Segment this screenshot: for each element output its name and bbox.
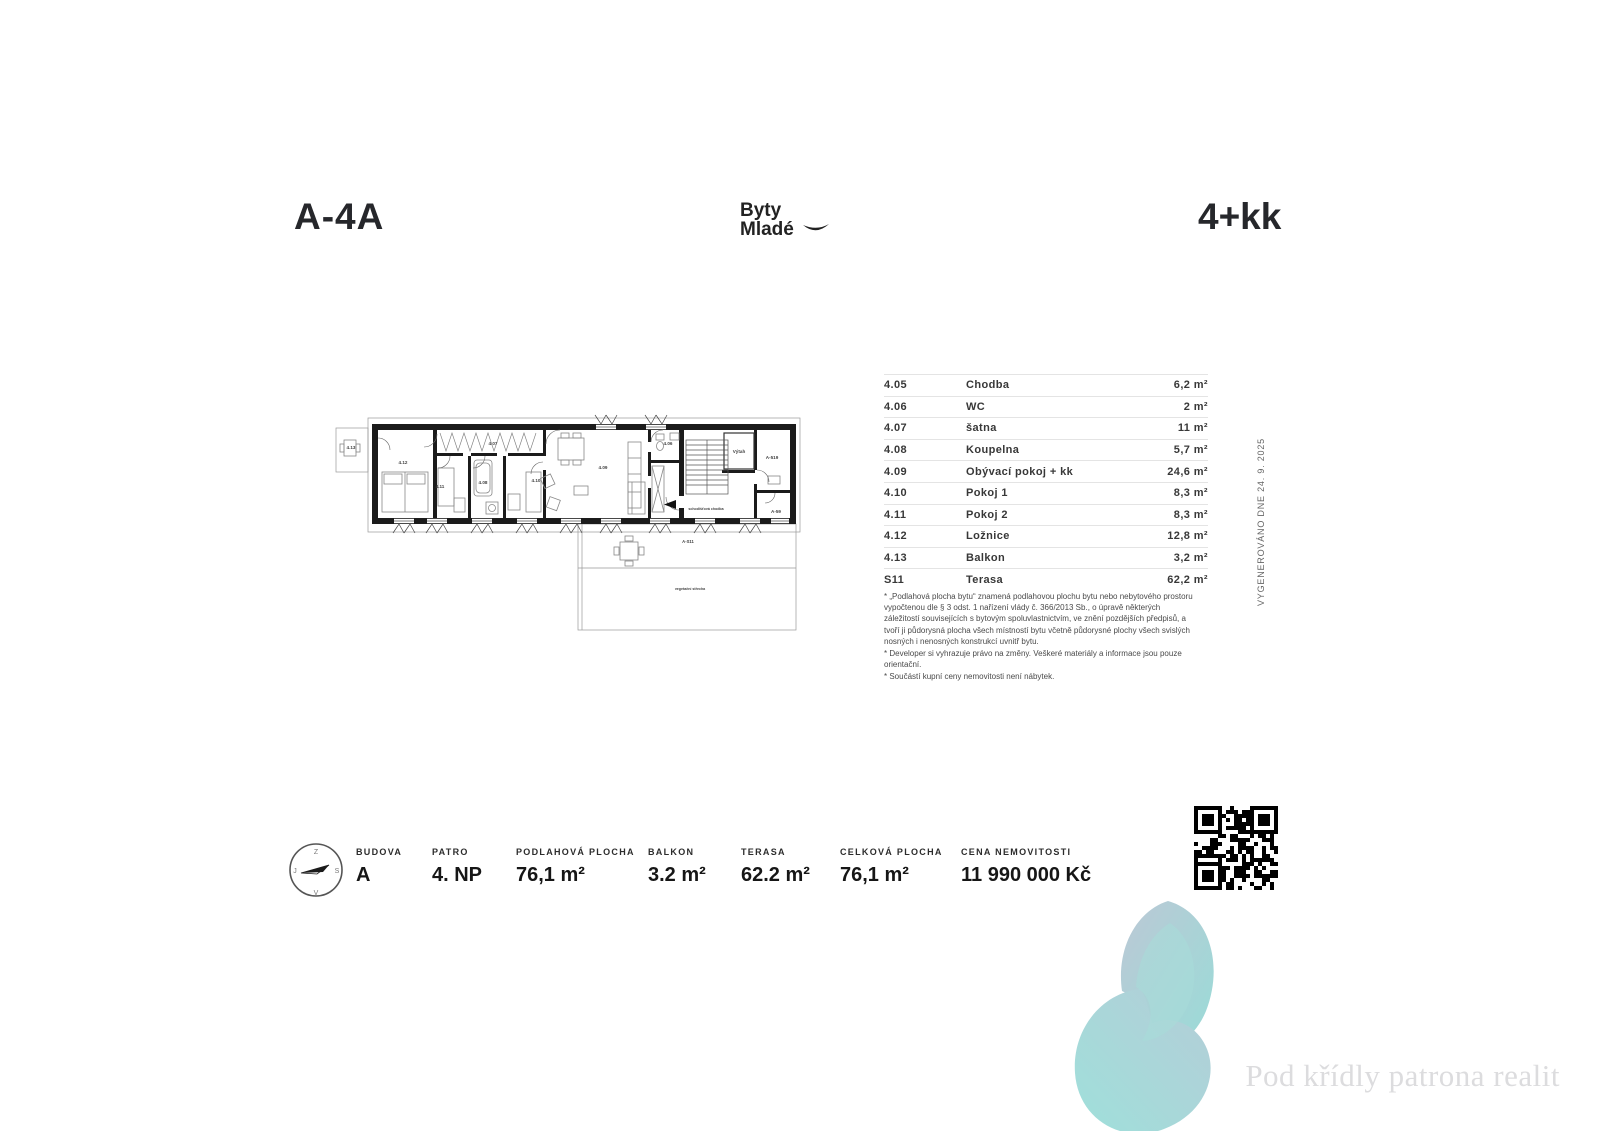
- brand-swoosh-icon: [802, 221, 830, 235]
- furniture: [340, 433, 780, 566]
- page-title-unit-code: A-4A: [294, 196, 385, 237]
- room-area: 6,2 m²: [1173, 379, 1208, 392]
- stat-value: 76,1 m²: [516, 864, 585, 886]
- note-developer: * Developer si vyhrazuje právo na změny. Veškeré materiály a informace jsou pouze orientační.: [884, 648, 1182, 670]
- room-labels: [347, 441, 782, 591]
- room-label-loznice: 4.12: [398, 460, 408, 465]
- room-area: 12,8 m²: [1167, 530, 1208, 543]
- area-table: [884, 374, 1208, 590]
- room-label-spolecna-chodba: schodišťová chodba: [688, 507, 724, 511]
- note-furniture: * Součástí kupní ceny nemovitosti není nábytek.: [884, 672, 1055, 682]
- brand-line2: Mladé: [740, 219, 794, 241]
- stat-value: A: [356, 864, 371, 886]
- room-code: 4.08: [884, 444, 908, 457]
- room-code: 4.13: [884, 552, 908, 565]
- window-gaps: [394, 425, 789, 523]
- note-floor-area: * „Podlahová plocha bytu“ znamená podlahovou plochu bytu nebo nebytového prostoru vypočtenou dle § 3 odst. 1 nařízení vlády č. 366/2013 Sb., o úpravě některých záležitostí souvisejících s bytovým spoluvlastnictvím, ve znění pozdějších předpisů, a tvoří ji půdorysná plocha všech místností bytu včetně půdorysné plochy všech svislých nosných i nenosných konstrukcí uvnitř bytu.: [884, 592, 1193, 646]
- room-name: Pokoj 2: [966, 508, 1008, 521]
- stat-cena-nemovitosti: [961, 847, 1091, 887]
- footer-tagline: Pod křídly patrona realit: [1245, 1058, 1560, 1093]
- table-row: [884, 568, 1208, 590]
- room-code: 4.06: [884, 400, 908, 413]
- generated-date-note: VYGENEROVÁNO DNE 24. 9. 2025: [1256, 438, 1266, 606]
- stat-label: BALKON: [648, 847, 695, 857]
- room-area: 24,6 m²: [1167, 465, 1208, 478]
- room-label-terasa: A-S11: [682, 539, 694, 544]
- stat-budova: [356, 847, 402, 887]
- room-code: 4.10: [884, 487, 908, 500]
- table-row: [884, 525, 1208, 547]
- room-code: 4.11: [884, 508, 907, 521]
- table-row: [884, 439, 1208, 461]
- stat-value: 11 990 000 Kč: [961, 864, 1092, 886]
- stat-label: PODLAHOVÁ PLOCHA: [516, 847, 635, 857]
- room-name: WC: [966, 400, 986, 413]
- layout-type-label: 4+kk: [1198, 196, 1282, 237]
- floor-plan: [330, 400, 810, 640]
- stat-value: 62.2 m²: [741, 864, 810, 886]
- table-row: [884, 547, 1208, 569]
- table-row: [884, 374, 1208, 396]
- compass-bottom: V: [313, 890, 319, 897]
- stat-value: 4. NP: [432, 864, 483, 886]
- room-label-unit-right-bottom: A-59: [771, 509, 781, 514]
- room-label-pokoj1: 4.10: [531, 478, 541, 483]
- room-code: 4.12: [884, 530, 908, 543]
- compass-left: J: [293, 868, 297, 875]
- stat-value: 76,1 m²: [840, 864, 909, 886]
- stat-value: 3.2 m²: [648, 864, 706, 886]
- table-row: [884, 417, 1208, 439]
- disclaimer-notes: [884, 591, 1196, 684]
- table-row: [884, 504, 1208, 526]
- stat-terasa: [741, 847, 810, 887]
- room-area: 8,3 m²: [1173, 508, 1208, 521]
- table-row: [884, 396, 1208, 418]
- room-label-strecha: vegetační střecha: [674, 587, 706, 591]
- qr-code: [1194, 806, 1278, 890]
- room-area: 8,3 m²: [1173, 487, 1208, 500]
- room-name: Chodba: [966, 379, 1010, 392]
- stat-celkova-plocha: [840, 847, 943, 887]
- room-code: 4.09: [884, 465, 908, 478]
- room-label-vytah: Výtah: [732, 449, 746, 454]
- room-area: 2 m²: [1183, 400, 1208, 413]
- stat-label: BUDOVA: [356, 847, 403, 857]
- room-area: 5,7 m²: [1173, 444, 1208, 457]
- stat-balkon: [648, 847, 706, 887]
- room-label-koupelna: 4.08: [478, 480, 488, 485]
- room-name: Ložnice: [966, 530, 1010, 543]
- patrona-logo-icon: [1058, 893, 1240, 1131]
- brand-line1: Byty: [740, 200, 782, 221]
- room-area: 3,2 m²: [1173, 552, 1208, 565]
- compass-right: S: [334, 868, 340, 875]
- stat-podlahova-plocha: [516, 847, 635, 887]
- room-label-balkon: 4.13: [346, 445, 356, 450]
- stat-label: PATRO: [432, 847, 469, 857]
- compass-icon: [287, 841, 345, 899]
- staircase: [686, 440, 728, 494]
- room-name: Pokoj 1: [966, 487, 1008, 500]
- compass-top: Z: [313, 849, 319, 856]
- stat-label: TERASA: [741, 847, 786, 857]
- table-row: [884, 482, 1208, 504]
- room-name: Obývací pokoj + kk: [966, 465, 1074, 478]
- room-label-pokoj2: 4.11: [435, 484, 445, 489]
- room-area: 11 m²: [1177, 422, 1208, 435]
- room-name: Balkon: [966, 552, 1006, 565]
- brand-logo: [740, 201, 794, 240]
- room-label-wc: 4.06: [663, 441, 673, 446]
- stat-patro: [432, 847, 482, 887]
- room-name: Koupelna: [966, 444, 1020, 457]
- room-name: Terasa: [966, 573, 1004, 586]
- room-code: 4.05: [884, 379, 908, 392]
- entrance-arrow-icon: [664, 500, 676, 509]
- room-code: S11: [884, 573, 905, 586]
- room-label-unit-right-top: A-519: [765, 455, 779, 460]
- table-row: [884, 460, 1208, 482]
- room-label-satna: 4.07: [488, 441, 498, 446]
- stat-label: CENA NEMOVITOSTI: [961, 847, 1072, 857]
- room-code: 4.07: [884, 422, 908, 435]
- stat-label: CELKOVÁ PLOCHA: [840, 847, 943, 857]
- room-label-obyvaci: 4.09: [598, 465, 608, 470]
- room-area: 62,2 m²: [1167, 573, 1208, 586]
- area-table-body: [884, 374, 1208, 590]
- room-name: šatna: [966, 422, 997, 435]
